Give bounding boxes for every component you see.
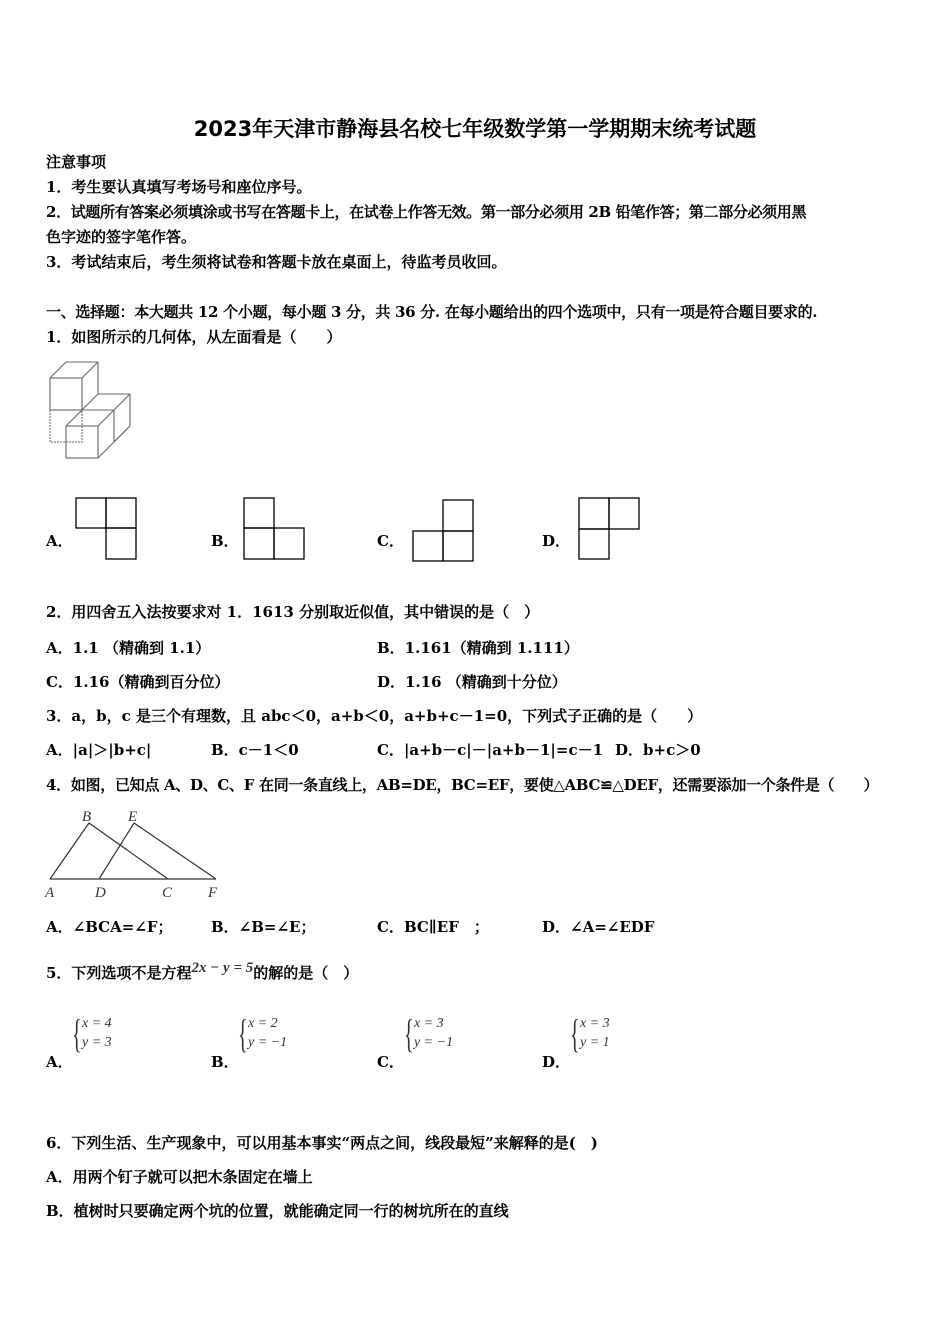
notes-item-3: 3．考试结束后，考生须将试卷和答题卡放在桌面上，待监考员收回。	[46, 253, 507, 271]
q5-stem-before: 5．下列选项不是方程	[46, 964, 192, 982]
q1-option-d-figure	[578, 497, 640, 561]
q5-option-a-line1: x = 4	[82, 1016, 112, 1031]
q1-option-c-label: C．	[377, 532, 404, 550]
q3-option-d: D．b+c＞0	[615, 741, 701, 759]
q6-option-a: A．用两个钉子就可以把木条固定在墙上	[46, 1168, 313, 1186]
q6-option-b: B．植树时只要确定两个坑的位置，就能确定同一行的树坑所在的直线	[46, 1202, 509, 1220]
q5-option-b-label: B．	[211, 1053, 239, 1071]
section-heading: 一、选择题：本大题共 12 个小题，每小题 3 分，共 36 分. 在每小题给出的四个选项中，只有一项是符合题目要求的.	[46, 303, 818, 321]
notes-item-2: 2．试题所有答案必须填涂或书写在答题卡上，在试卷上作答无效。第一部分必须用 2B 铅笔作答；第二部分必须用黑	[46, 203, 807, 221]
q5-equation: 2x − y = 5	[191, 960, 254, 976]
q3-option-a: A．|a|＞|b+c|	[46, 741, 152, 759]
notes-item-2-cont: 色字迹的签字笔作答。	[46, 228, 197, 246]
q1-option-b-figure	[243, 497, 305, 561]
q4-triangle-figure	[44, 807, 224, 903]
q2-stem: 2．用四舍五入法按要求对 1．1613 分别取近似值，其中错误的是（ ）	[46, 603, 540, 621]
q1-solid-figure	[48, 360, 138, 460]
q5-option-d-line1: x = 3	[580, 1016, 610, 1031]
brace-icon: {	[404, 1011, 414, 1056]
q5-option-a-label: A．	[46, 1053, 73, 1071]
q5-option-c-line1: x = 3	[414, 1016, 444, 1031]
q2-option-c: C．1.16（精确到百分位）	[46, 673, 230, 691]
brace-icon: {	[570, 1011, 580, 1056]
q2-option-d: D．1.16 （精确到十分位）	[377, 673, 567, 691]
q1-option-a-label: A．	[46, 532, 73, 550]
q5-option-b-line1: x = 2	[248, 1016, 278, 1031]
q4-option-c: C．BC∥EF ；	[377, 918, 489, 936]
q5-option-a-system	[72, 1011, 142, 1056]
q4-label-b: B	[82, 809, 92, 825]
q2-option-b: B．1.161（精确到 1.111）	[377, 639, 579, 657]
q5-option-c-system	[404, 1011, 474, 1056]
q5-option-d-line2: y = 1	[580, 1035, 610, 1050]
q5-option-b-line2: y = −1	[248, 1035, 288, 1050]
q1-option-c-figure	[412, 499, 474, 563]
q1-option-d-label: D．	[542, 532, 571, 550]
q1-option-b-label: B．	[211, 532, 239, 550]
notes-heading: 注意事项	[46, 153, 107, 171]
q1-option-a-figure	[75, 497, 137, 561]
q4-option-d: D．∠A=∠EDF	[542, 918, 655, 936]
q5-option-c-label: C．	[377, 1053, 404, 1071]
q5-option-d-label: D．	[542, 1053, 571, 1071]
q5-stem-after: 的解的是（ ）	[253, 964, 359, 982]
q5-option-b-system	[238, 1011, 308, 1056]
q4-label-d: D	[95, 885, 106, 901]
brace-icon: {	[238, 1011, 248, 1056]
q4-stem: 4．如图，已知点 A、D、C、F 在同一条直线上，AB=DE，BC=EF，要使△ABC≌△DEF，还需要添加一个条件是（ ）	[46, 776, 879, 794]
q4-option-a: A．∠BCA=∠F；	[46, 918, 173, 936]
q2-option-a: A．1.1 （精确到 1.1）	[46, 639, 211, 657]
notes-item-1: 1．考生要认真填写考场号和座位序号。	[46, 178, 312, 196]
q6-stem: 6．下列生活、生产现象中，可以用基本事实“两点之间，线段最短”来解释的是( )	[46, 1134, 598, 1152]
q4-label-a: A	[45, 885, 55, 901]
q5-stem	[46, 960, 359, 984]
q5-option-a-line2: y = 3	[82, 1035, 112, 1050]
q3-stem: 3．a，b，c 是三个有理数，且 abc＜0，a+b＜0，a+b+c－1=0，下列式子正确的是（ ）	[46, 707, 703, 725]
page-title: 2023年天津市静海县名校七年级数学第一学期期末统考试题	[193, 117, 757, 141]
q3-option-c: C．|a+b－c|－|a+b－1|=c－1	[377, 741, 604, 759]
q4-label-f: F	[208, 885, 218, 901]
brace-icon: {	[72, 1011, 82, 1056]
q3-option-b: B．c－1＜0	[211, 741, 299, 759]
q5-option-d-system	[570, 1011, 640, 1056]
q5-option-c-line2: y = −1	[414, 1035, 454, 1050]
q4-label-e: E	[128, 809, 138, 825]
q4-option-b: B．∠B=∠E；	[211, 918, 316, 936]
q1-stem: 1．如图所示的几何体，从左面看是（ ）	[46, 328, 342, 346]
q4-label-c: C	[162, 885, 173, 901]
